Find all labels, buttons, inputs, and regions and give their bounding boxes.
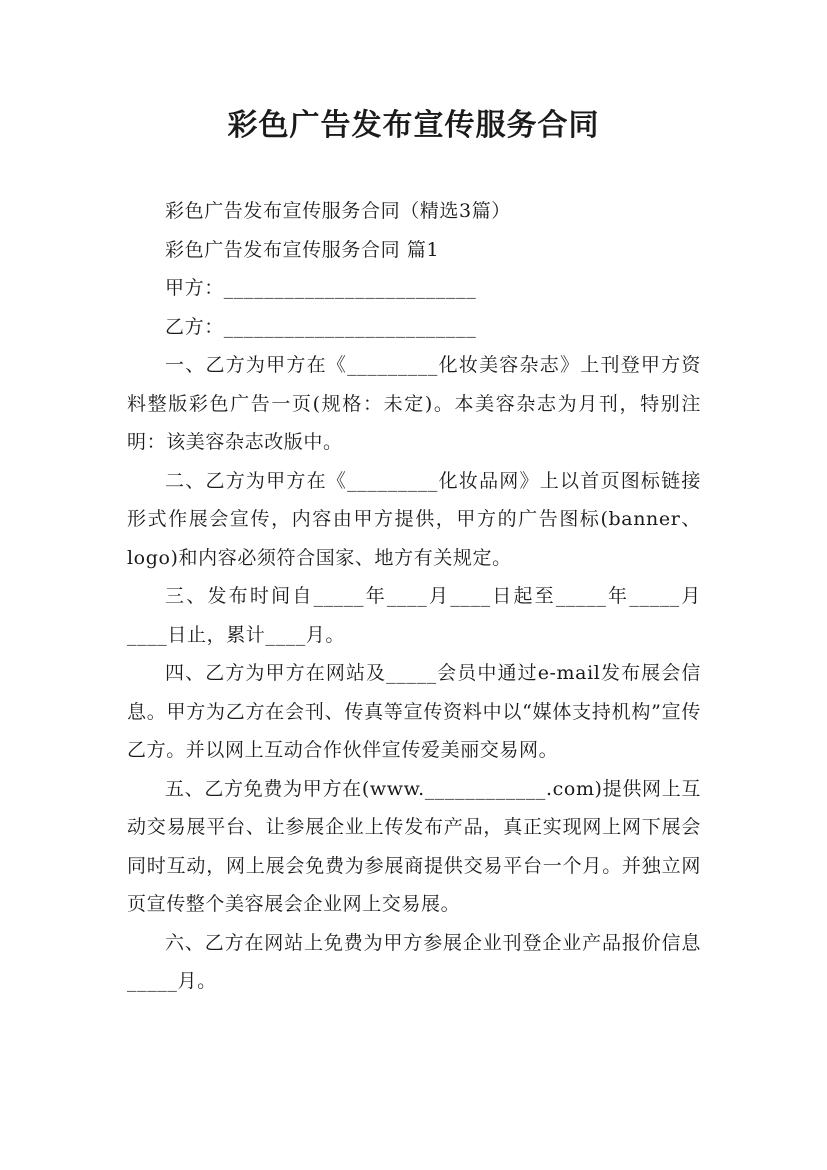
clause-6: 六、乙方在网站上免费为甲方参展企业刊登企业产品报价信息_____月。 (127, 931, 701, 992)
section-heading: 彩色广告发布宣传服务合同 篇1 (165, 238, 440, 261)
document-title: 彩色广告发布宣传服务合同 (227, 108, 600, 143)
clause-2: 二、乙方为甲方在《_________化妆品网》上以首页图标链接形式作展会宣传，内容由甲方提供，甲方的广告图标(banner、logo)和内容必须符合国家、地方有关规定。 (127, 469, 701, 569)
clause-1: 一、乙方为甲方在《_________化妆美容杂志》上刊登甲方资料整版彩色广告一页(规格：未定)。本美容杂志为月刊，特别注明：该美容杂志改版中。 (127, 354, 701, 453)
clause-5: 五、乙方免费为甲方在(www.____________.com)提供网上互动交易展平台、让参展企业上传发布产品，真正实现网上网下展会同时互动，网上展会免费为参展商提供交易平台一个月。并独立网页宣传整个美容展会企业网上交易展。 (127, 777, 701, 915)
clause-3: 三、发布时间自_____年____月____日起至_____年_____月____日止，累计____月。 (127, 585, 701, 646)
document-body (127, 192, 701, 1001)
subtitle-paragraph: 彩色广告发布宣传服务合同（精选3篇） (165, 200, 511, 222)
party-a-line: 甲方：_________________________ (165, 277, 477, 299)
clause-4: 四、乙方为甲方在网站及_____会员中通过e-mail发布展会信息。甲方为乙方在会刊、传真等宣传资料中以“媒体支持机构”宣传乙方。并以网上互动合作伙伴宣传爱美丽交易网。 (127, 662, 701, 761)
party-b-line: 乙方：_________________________ (165, 315, 477, 338)
